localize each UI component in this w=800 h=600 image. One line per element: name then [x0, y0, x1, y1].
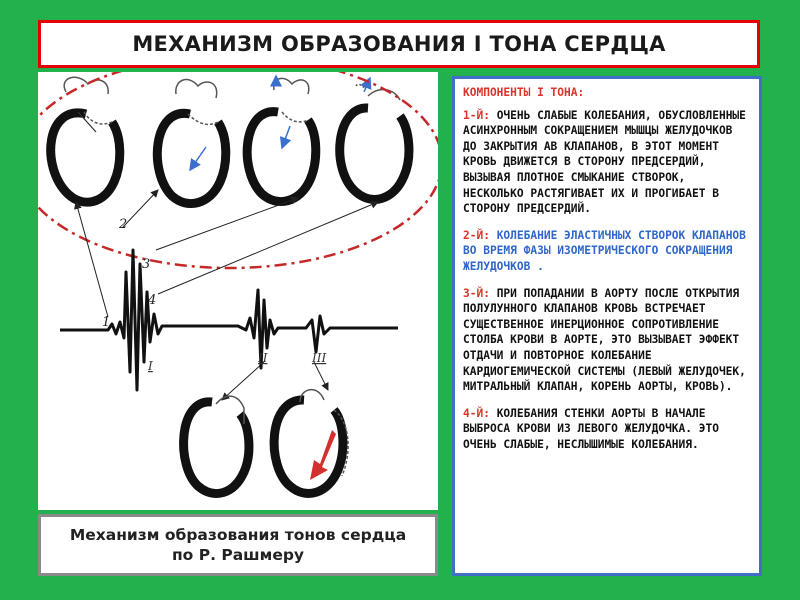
- page-title: МЕХАНИЗМ ОБРАЗОВАНИЯ I ТОНА СЕРДЦА: [132, 32, 666, 56]
- phonocardiogram-trace: [60, 250, 398, 390]
- heart-phase-ejection: [184, 396, 249, 493]
- component-4-text: КОЛЕБАНИЯ СТЕНКИ АОРТЫ В НАЧАЛЕ ВЫБРОСА КРОВИ ИЗ ЛЕВОГО ЖЕЛУДОЧКА. ЭТО ОЧЕНЬ СЛАБЫЕ, НЕСЛЫШИМЫЕ КОЛЕБАНИЯ.: [463, 406, 719, 451]
- component-4-label: 4-Й:: [463, 406, 490, 420]
- caption-line-1: Механизм образования тонов сердца: [69, 526, 407, 544]
- label-3: 3: [142, 257, 151, 272]
- heart-phase-2: [157, 80, 225, 204]
- heart-sound-illustration: [38, 72, 438, 510]
- heart-phase-1: [51, 77, 120, 202]
- phonogram-label-i: I: [148, 359, 153, 373]
- label-4: 4: [148, 293, 157, 308]
- component-1-label: 1-Й:: [463, 108, 490, 122]
- component-4: [463, 406, 751, 453]
- caption-line-2: по Р. Рашмеру: [171, 546, 305, 564]
- component-2: [463, 228, 751, 275]
- phonogram-label-iii: III: [312, 351, 327, 365]
- phase-highlight-ellipse: [38, 72, 438, 268]
- component-1: [463, 108, 751, 217]
- components-panel: [452, 76, 762, 576]
- components-header: КОМПОНЕНТЫ I ТОНА:: [463, 86, 585, 99]
- heart-diagram: [38, 72, 438, 510]
- heart-phase-3: [247, 76, 316, 202]
- phonogram-label-ii: II: [258, 351, 268, 365]
- component-2-label: 2-Й:: [463, 228, 490, 242]
- component-1-text: ОЧЕНЬ СЛАБЫЕ КОЛЕБАНИЯ, ОБУСЛОВЛЕННЫЕ АСИНХРОННЫМ СОКРАЩЕНИЕМ МЫШЦЫ ЖЕЛУДОЧКОВ ДО ЗАКРЫТИЯ АВ КЛАПАНОВ, В ЭТОТ МОМЕНТ КРОВЬ ДВИЖЕТСЯ В СТОРОНУ ПРЕДСЕРДИЙ, ВЫЗЫВАЯ ПЛОТНОЕ СМЫКАНИЕ СТВОРОК, НЕСКОЛЬКО РАСТЯГИВАЕТ ИХ И ПРОГИБАЕТ В СТОРОНУ ПРЕДСЕРДИЙ.: [463, 108, 746, 216]
- component-3: [463, 286, 751, 395]
- component-3-text: ПРИ ПОПАДАНИИ В АОРТУ ПОСЛЕ ОТКРЫТИЯ ПОЛУЛУННОГО КЛАПАНОВ КРОВЬ ВСТРЕЧАЕТ СУЩЕСТВЕННОЕ ИНЕРЦИОННОЕ СОПРОТИВЛЕНИЕ СТОЛБА КРОВИ В АОРТЕ, ЭТО ВЫЗЫВАЕТ ЭФФЕКТ ОТДАЧИ И ПОВТОРНОЕ КОЛЕБАНИЕ КАРДИОГЕМИЧЕСКОЙ СИСТЕМЫ (ЛЕВЫЙ ЖЕЛУДОЧЕК, МИТРАЛЬНЫЙ КЛАПАН, КОРЕНЬ АОРТЫ, КРОВЬ).: [463, 286, 746, 394]
- label-2: 2: [119, 217, 128, 232]
- component-2-text: КОЛЕБАНИЕ ЭЛАСТИЧНЫХ СТВОРОК КЛАПАНОВ ВО ВРЕМЯ ФАЗЫ ИЗОМЕТРИЧЕСКОГО СОКРАЩЕНИЯ ЖЕЛУДОЧКОВ .: [463, 228, 746, 273]
- component-3-label: 3-Й:: [463, 286, 490, 300]
- title-banner: [38, 20, 760, 68]
- label-1: 1: [102, 315, 111, 330]
- heart-phase-4: [340, 78, 409, 199]
- diagram-caption: [38, 514, 438, 576]
- heart-phase-recoil: [274, 390, 348, 494]
